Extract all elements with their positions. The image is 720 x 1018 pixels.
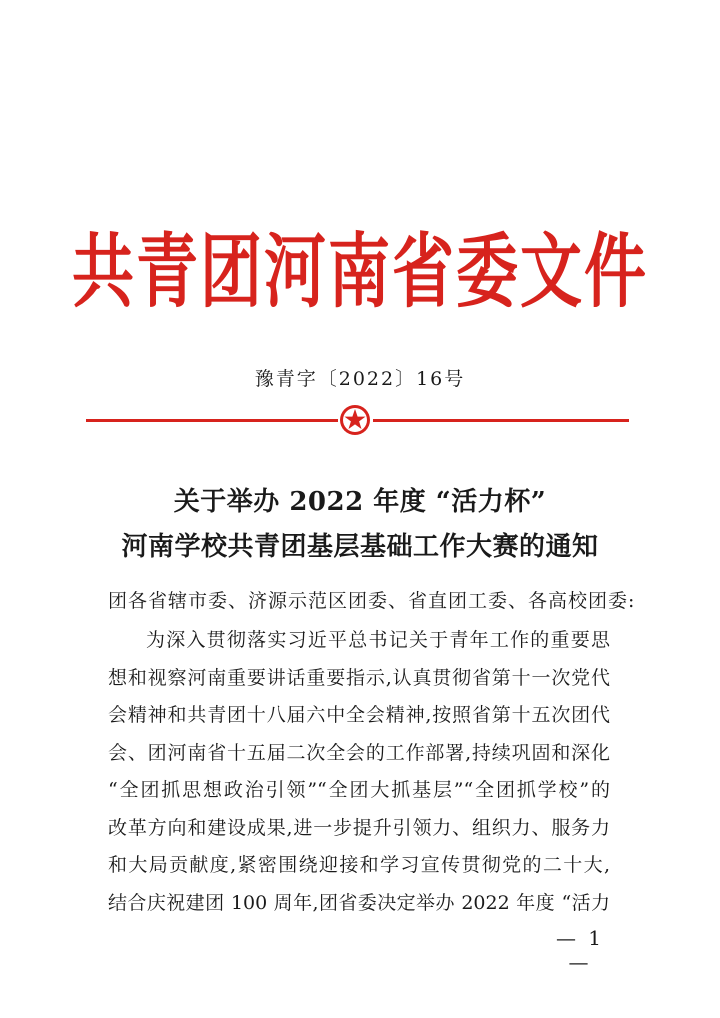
salutation: 团各省辖市委、济源示范区团委、省直团工委、各高校团委: [108,590,636,612]
notice-title-line-1: 关于举办 2022 年度 “活力杯” [173,487,547,517]
body-line: 为深入贯彻落实习近平总书记关于青年工作的重要思 [146,629,610,651]
notice-title-line-2: 河南学校共青团基层基础工作大赛的通知 [121,532,599,562]
masthead-title: 共青团河南省委文件 [71,223,648,319]
document-number: 豫青字〔2022〕16号 [254,368,466,390]
five-pointed-star-icon [338,403,372,437]
body-line: 和大局贡献度,紧密围绕迎接和学习宣传贯彻党的二十大, [108,854,610,876]
body-line: 想和视察河南重要讲话重要指示,认真贯彻省第十一次党代 [108,666,610,689]
body-text [108,622,610,922]
body-line: 改革方向和建设成果,进一步提升引领力、组织力、服务力 [108,816,610,839]
body-line: 结合庆祝建团 100 周年,团省委决定举办 2022 年度 “活力 [108,891,610,914]
red-divider-left [86,419,338,422]
body-line: 会精神和共青团十八届六中全会精神,按照省第十五次团代 [108,704,610,726]
body-line: “全团抓思想政治引领”“全团大抓基层”“全团抓学校”的 [108,779,610,801]
page-number: — 1 — [555,926,605,974]
body-line: 会、团河南省十五届二次全会的工作部署,持续巩固和深化 [108,741,610,764]
red-divider-right [373,419,629,422]
